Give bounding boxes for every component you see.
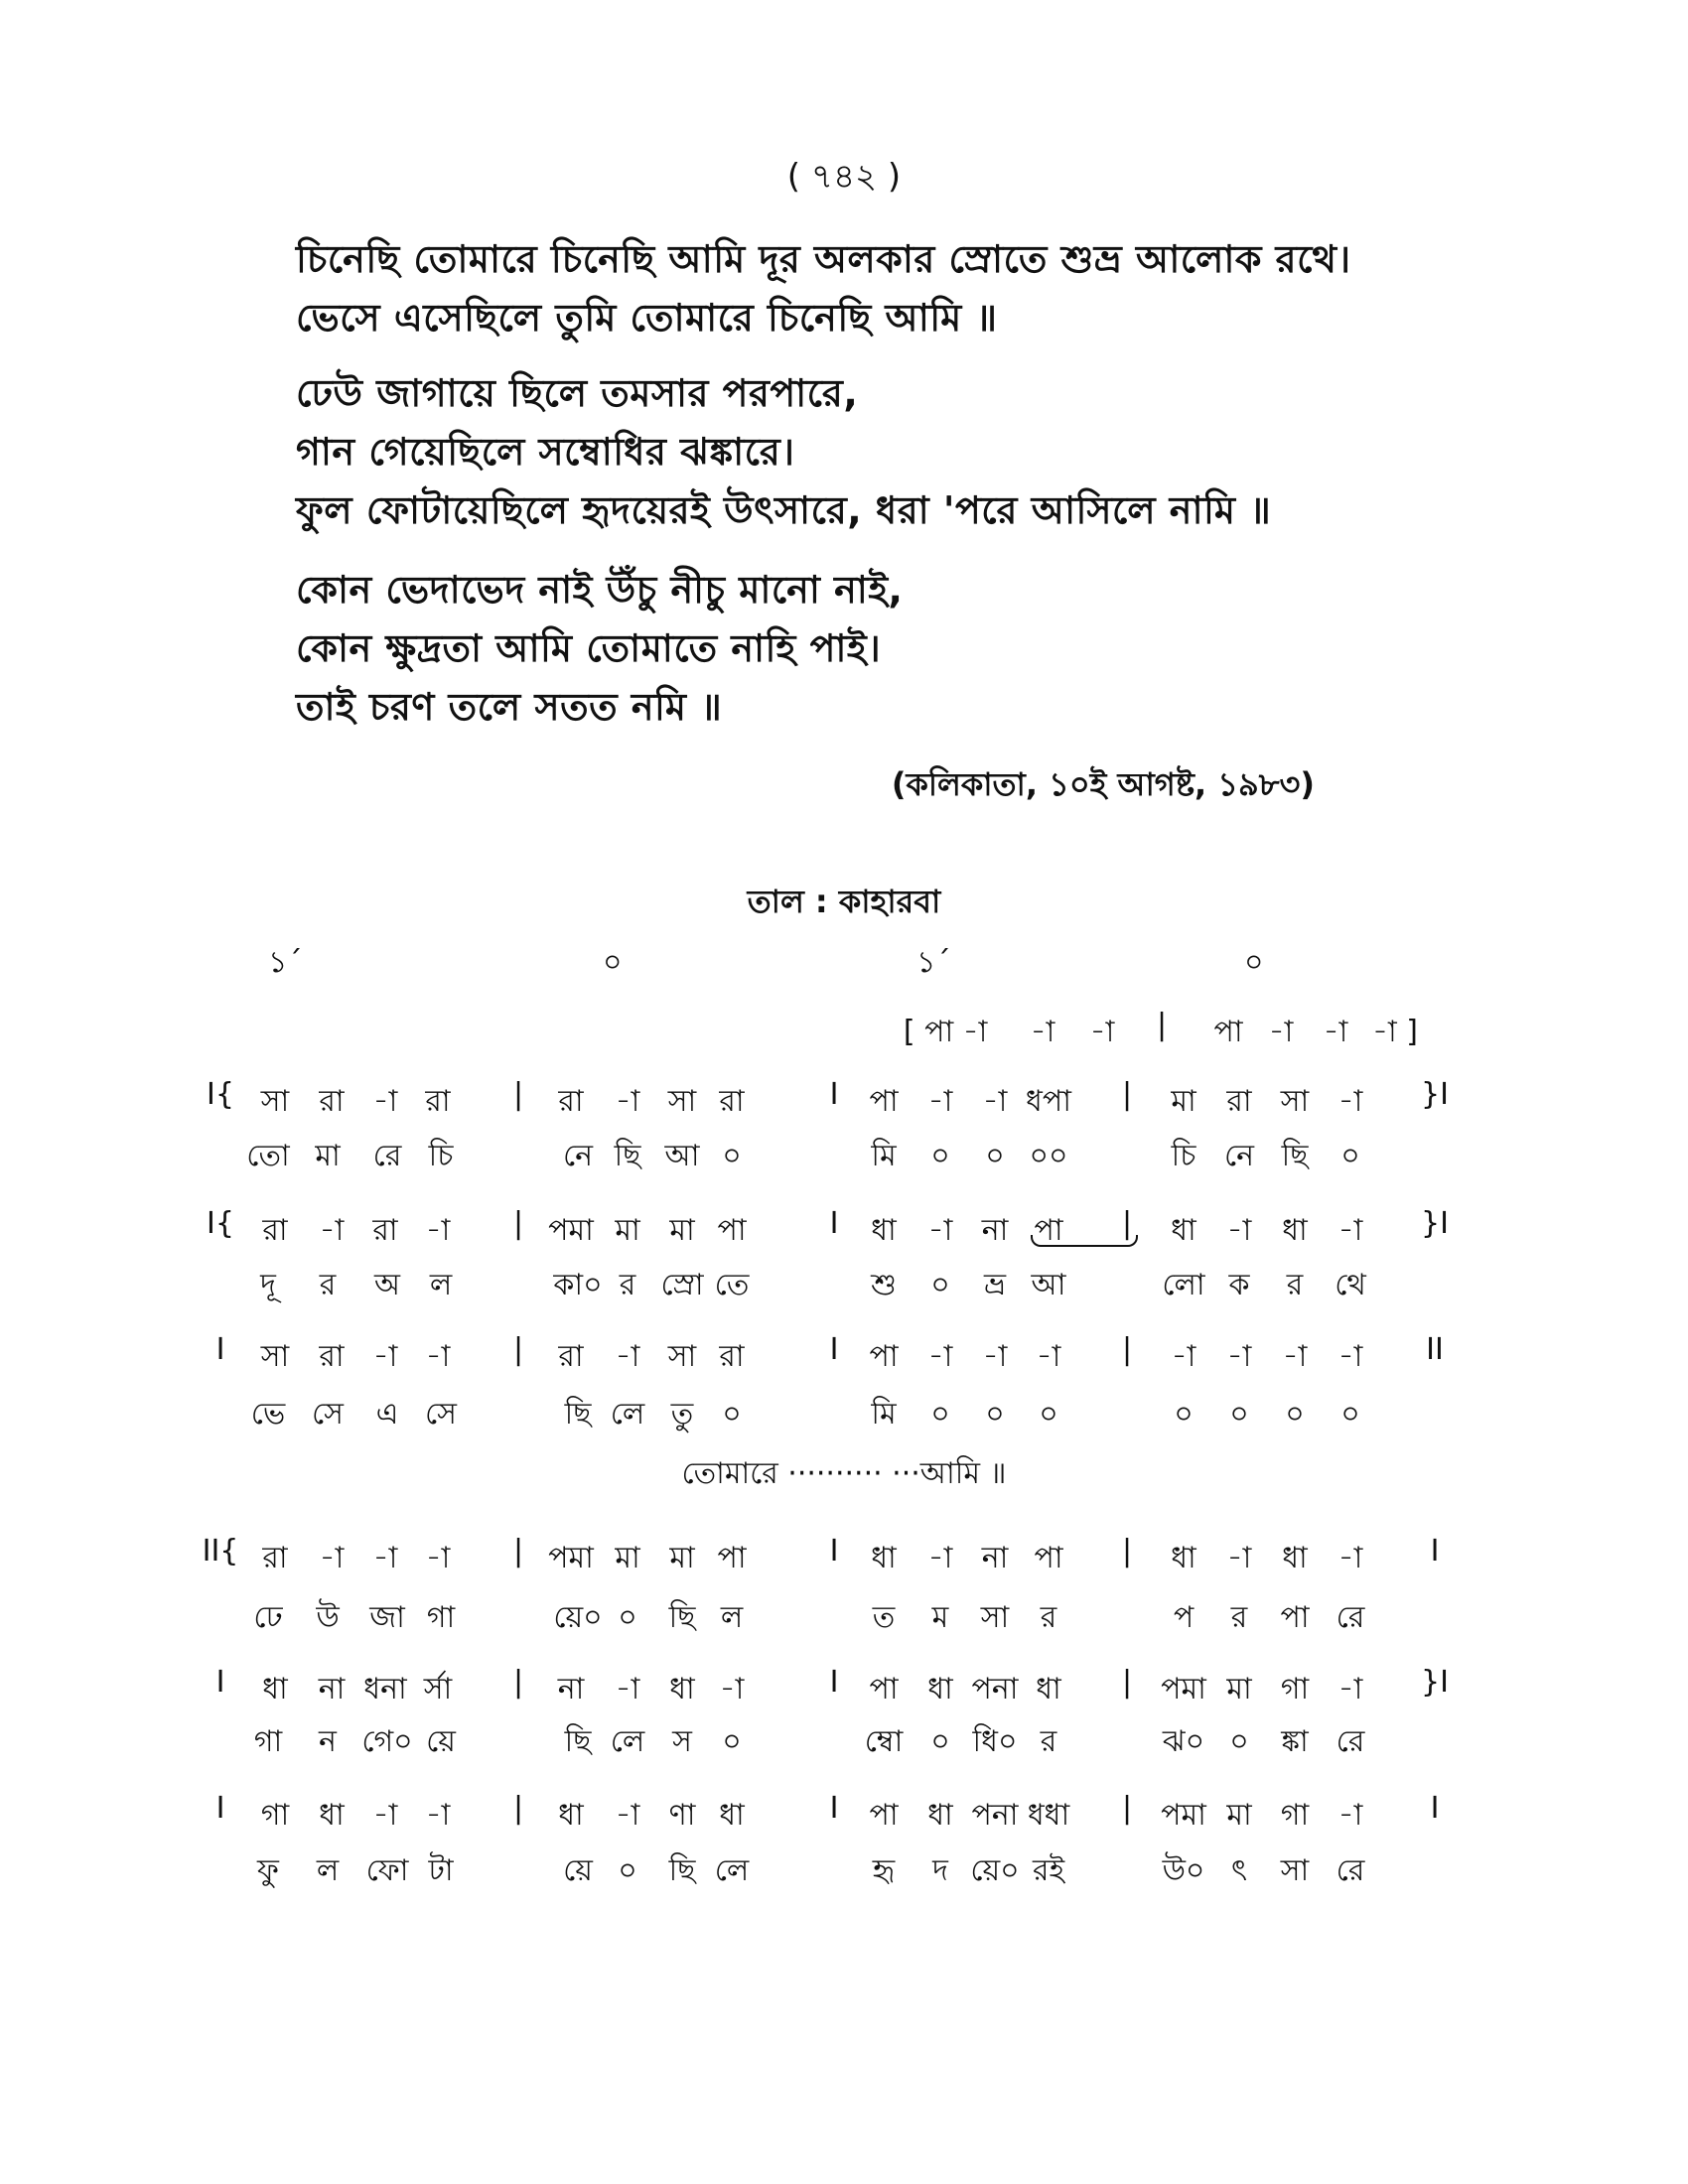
note: -া [1030,1015,1055,1049]
syllable: ঢে [253,1600,283,1635]
taal-heading: তাল : কাহারবা [747,883,941,920]
note: -া [1089,1015,1115,1049]
lyric-line: চিনেছি তোমারে চিনেছি আমি দূর অলকার স্রোতে শুভ্র আলোক রথে। [296,237,1351,281]
note: II{ [202,1534,239,1569]
note: -া [319,1541,345,1575]
note: I{ [207,1206,234,1241]
beat-divider: | [512,1332,524,1367]
note: -া [615,1084,640,1119]
syllable: থে [1335,1268,1366,1302]
note: II [1426,1332,1444,1367]
note: -া [1323,1015,1348,1049]
syllable: ০ [722,1139,742,1173]
note: রা [372,1213,398,1248]
note: [ পা [903,1015,954,1049]
note: ণা [668,1798,696,1833]
note: I [829,1534,839,1569]
lyric-line: তাই চরণ তলে সতত নমি ॥ [296,685,723,729]
syllable: এ [375,1397,399,1432]
syllable: য়ে [426,1724,456,1759]
note: -া [372,1339,398,1374]
syllable: ম [931,1600,949,1635]
beat-divider: | [1121,1077,1133,1112]
beat-divider: | [1121,1665,1133,1700]
syllable: স্রো [660,1268,704,1302]
note: -া [1282,1339,1308,1374]
note: পা [869,1798,899,1833]
note: }I [1421,1665,1449,1700]
note: পা [869,1339,899,1374]
syllable: স [672,1724,692,1759]
note: মা [669,1213,695,1248]
note: -া [927,1213,953,1248]
note: পমা [548,1541,594,1575]
note: সা [667,1084,697,1119]
syllable: মি [871,1397,897,1432]
syllable-row [0,1390,1688,1435]
syllable: র [1286,1268,1304,1302]
syllable: গে০ [361,1724,413,1759]
note: মা [669,1541,695,1575]
syllable: ল [316,1853,340,1888]
notation-row [0,1791,1688,1837]
note: সা [260,1084,290,1119]
syllable: ০ [1039,1397,1058,1432]
note: -া [425,1541,451,1575]
syllable: ঙ্কা [1281,1724,1309,1759]
lyric-line: ফুল ফোটায়েছিলে হৃদয়েরই উৎসারে, ধরা 'পরে আসিলে নামি ॥ [296,488,1272,532]
note: -া [425,1798,451,1833]
syllable: চি [428,1139,454,1173]
syllable: র [1230,1600,1248,1635]
note: I{ [207,1077,234,1112]
note: পা [717,1213,747,1248]
note: না [981,1213,1009,1248]
syllable: রই [1032,1853,1065,1888]
syllable: ০ [1174,1397,1194,1432]
note: রা [262,1213,288,1248]
syllable: প [1173,1600,1195,1635]
syllable: ০ [618,1853,637,1888]
syllable: ০ [1229,1397,1249,1432]
lyric-line: গান গেয়েছিলে সম্বোধির ঝঙ্কারে। [296,430,795,474]
note: I [829,1206,839,1241]
syllable: ছি [668,1853,696,1888]
syllable-row [0,1593,1688,1639]
note: I [829,1791,839,1826]
note: রা [719,1339,745,1374]
syllable: ঝ০ [1162,1724,1205,1759]
syllable: দ [932,1853,948,1888]
beat-mark: ০ [1244,945,1264,980]
note: -া [982,1339,1008,1374]
beat-divider: | [1121,1534,1133,1569]
note: -া [927,1541,953,1575]
syllable: টা [428,1853,454,1888]
syllable: ০ [930,1724,950,1759]
note: -া [372,1541,398,1575]
note: I [829,1077,839,1112]
syllable: অ [374,1268,400,1302]
beat-divider: | [512,1206,524,1241]
note: পা [1034,1213,1063,1248]
note: -া [372,1084,398,1119]
refrain-line: তোমারে ·········· ···আমি ॥ [681,1456,1007,1491]
syllable: র [319,1268,337,1302]
notation-row [0,1332,1688,1378]
beat-divider: | [512,1077,524,1112]
syllable: তে [714,1268,750,1302]
note: -া [1337,1339,1363,1374]
syllable: ল [429,1268,453,1302]
syllable-row [0,1261,1688,1306]
note: -া [1337,1798,1363,1833]
note: সা [1280,1084,1310,1119]
note: ধা [927,1672,953,1706]
beat-divider: | [512,1665,524,1700]
note: সা [667,1339,697,1374]
note: না [318,1672,346,1706]
beat-mark: ১´ [268,945,303,980]
syllable: নে [1223,1139,1255,1173]
note: ধা [927,1798,953,1833]
beat-divider: | [512,1791,524,1826]
syllable: আ [664,1139,700,1173]
note: পমা [1161,1672,1206,1706]
page-number: ( ৭৪২ ) [786,157,902,197]
beat-divider: | [512,1534,524,1569]
note: পা [717,1541,747,1575]
note: -া [1337,1541,1363,1575]
notation-row [0,1077,1688,1123]
beat-mark: ০ [603,945,623,980]
notation-row [0,1206,1688,1252]
syllable: য়ে [563,1853,593,1888]
note: -া [982,1084,1008,1119]
note: -া [927,1339,953,1374]
syllable: ধি০ [972,1724,1018,1759]
note: সা [260,1339,290,1374]
note: মা [1226,1672,1252,1706]
syllable: ফো [365,1853,409,1888]
lyric-line: কোন ক্ষুদ্রতা আমি তোমাতে নাহি পাই। [296,626,882,670]
note: পমা [1161,1798,1206,1833]
note: মা [1226,1798,1252,1833]
place-date: (কলিকাতা, ১০ই আগষ্ট, ১৯৮৩) [891,765,1315,803]
note: ধা [1036,1672,1061,1706]
syllable: য়ে০ [553,1600,603,1635]
note: ধা [871,1213,897,1248]
note: পা [1034,1541,1063,1575]
note: -া [1171,1339,1196,1374]
syllable: কা০ [553,1268,603,1302]
note: না [981,1541,1009,1575]
note: গা [260,1798,290,1833]
syllable: লে [610,1397,645,1432]
syllable: র [1040,1724,1057,1759]
note: পনা [971,1672,1019,1706]
note: -া [1036,1339,1061,1374]
beat-divider: | [1121,1791,1133,1826]
syllable: পা [1280,1600,1310,1635]
syllable: তু [670,1397,694,1432]
syllable: ম্বো [864,1724,904,1759]
note: -া [1226,1213,1252,1248]
note: পা [1213,1015,1243,1049]
note: ধা [558,1798,584,1833]
syllable: ০ [930,1139,950,1173]
lyric-line: কোন ভেদাভেদ নাই উঁচু নীচু মানো নাই, [296,568,904,612]
syllable: ০ [1285,1397,1305,1432]
note: -া [962,1015,988,1049]
syllable: ০ [985,1397,1005,1432]
syllable: রে [1336,1600,1365,1635]
note: পমা [548,1213,594,1248]
syllable: ছি [564,1397,592,1432]
note: ধপা [1026,1084,1071,1119]
note: ধধা [1027,1798,1070,1833]
note: I [829,1332,839,1367]
syllable: ০ [985,1139,1005,1173]
syllable: ০ [1229,1724,1249,1759]
syllable: উ০ [1162,1853,1205,1888]
note: -া [1337,1672,1363,1706]
syllable: সা [980,1600,1010,1635]
syllable: শু [871,1268,897,1302]
syllable: গা [253,1724,283,1759]
note: ধা [871,1541,897,1575]
syllable: উ [316,1600,340,1635]
lyric-line: ভেসে এসেছিলে তুমি তোমারে চিনেছি আমি ॥ [296,296,998,340]
note: রা [1226,1084,1252,1119]
syllable: ভে [250,1397,286,1432]
note: ধা [262,1672,288,1706]
slur-mark [1031,1235,1138,1247]
syllable: তো [246,1139,290,1173]
beat-divider: | [1121,1332,1133,1367]
note: গা [1280,1798,1310,1833]
note: না [557,1672,585,1706]
syllable-row [0,1717,1688,1763]
note: -া [319,1213,345,1248]
notation-row [0,1008,1688,1053]
syllable: ০ [722,1397,742,1432]
syllable: লে [714,1853,750,1888]
syllable: ০ [722,1724,742,1759]
syllable: ০ [930,1268,950,1302]
syllable: লো [1162,1268,1205,1302]
note: -া [1226,1541,1252,1575]
syllable: ০০ [1029,1139,1068,1173]
syllable: রে [372,1139,402,1173]
syllable: সে [312,1397,344,1432]
syllable: গা [426,1600,456,1635]
note: I [829,1665,839,1700]
note: -া [1337,1084,1363,1119]
beat-mark: ১´ [916,945,951,980]
syllable: য়ে০ [970,1853,1020,1888]
note: I [215,1332,225,1367]
note: I [1430,1791,1440,1826]
note: I [215,1665,225,1700]
syllable: ত [872,1600,896,1635]
syllable: ৎ [1230,1853,1248,1888]
note: ধা [1282,1213,1308,1248]
note: ধা [319,1798,345,1833]
syllable: লে [610,1724,645,1759]
note: মা [1171,1084,1196,1119]
note: -া [615,1672,640,1706]
syllable: র [619,1268,636,1302]
syllable: মি [871,1139,897,1173]
note: -া [927,1084,953,1119]
note: I [1430,1534,1440,1569]
syllable: জা [369,1600,405,1635]
notation-row [0,1665,1688,1710]
syllable: মা [315,1139,341,1173]
notation-row [0,1534,1688,1579]
syllable-row [0,1846,1688,1892]
syllable: ছি [614,1139,641,1173]
note: গা [1280,1672,1310,1706]
syllable: নে [562,1139,594,1173]
syllable: ছি [1281,1139,1309,1173]
syllable: ০ [930,1397,950,1432]
syllable: ০ [618,1600,637,1635]
note: রা [319,1339,345,1374]
note: ধনা [363,1672,407,1706]
note: রা [262,1541,288,1575]
note: -া [615,1798,640,1833]
syllable: র [1040,1600,1057,1635]
beat-divider: | [1156,1008,1168,1042]
syllable: ভ্র [983,1268,1007,1302]
note: মা [615,1213,640,1248]
note: মা [615,1541,640,1575]
syllable: ক [1228,1268,1250,1302]
syllable: ছি [668,1600,696,1635]
note: র্সা [423,1672,453,1706]
syllable: সে [425,1397,457,1432]
note: রা [319,1084,345,1119]
note: পা [869,1084,899,1119]
note: -া [1226,1339,1252,1374]
note: -া [372,1798,398,1833]
note: রা [558,1084,584,1119]
syllable: চি [1171,1139,1196,1173]
note: ধা [669,1672,695,1706]
note: -া [1337,1213,1363,1248]
syllable-row [0,1132,1688,1177]
syllable: ছি [564,1724,592,1759]
note: -া [425,1213,451,1248]
note: }I [1421,1206,1449,1241]
note: I [215,1791,225,1826]
note: -া ] [1372,1015,1418,1049]
note: ধা [1171,1213,1196,1248]
note: পা [869,1672,899,1706]
syllable: ল [720,1600,744,1635]
lyric-line: ঢেউ জাগায়ে ছিলে তমসার পরপারে, [296,371,859,415]
note: -া [425,1339,451,1374]
beat-divider: | [1121,1206,1133,1241]
note: -া [615,1339,640,1374]
syllable: আ [1031,1268,1066,1302]
syllable: ফু [257,1853,279,1888]
note: -া [719,1672,745,1706]
syllable: রে [1336,1853,1365,1888]
note: রা [425,1084,451,1119]
syllable: সা [1280,1853,1310,1888]
syllable: হৃ [872,1853,896,1888]
syllable: রে [1336,1724,1365,1759]
note: -া [1268,1015,1294,1049]
note: রা [719,1084,745,1119]
note: পনা [971,1798,1019,1833]
note: }I [1421,1077,1449,1112]
note: ধা [719,1798,745,1833]
syllable: ০ [1340,1139,1360,1173]
syllable: দূ [260,1268,276,1302]
note: ধা [1282,1541,1308,1575]
note: রা [558,1339,584,1374]
note: ধা [1171,1541,1196,1575]
syllable: ন [319,1724,337,1759]
syllable: ০ [1340,1397,1360,1432]
